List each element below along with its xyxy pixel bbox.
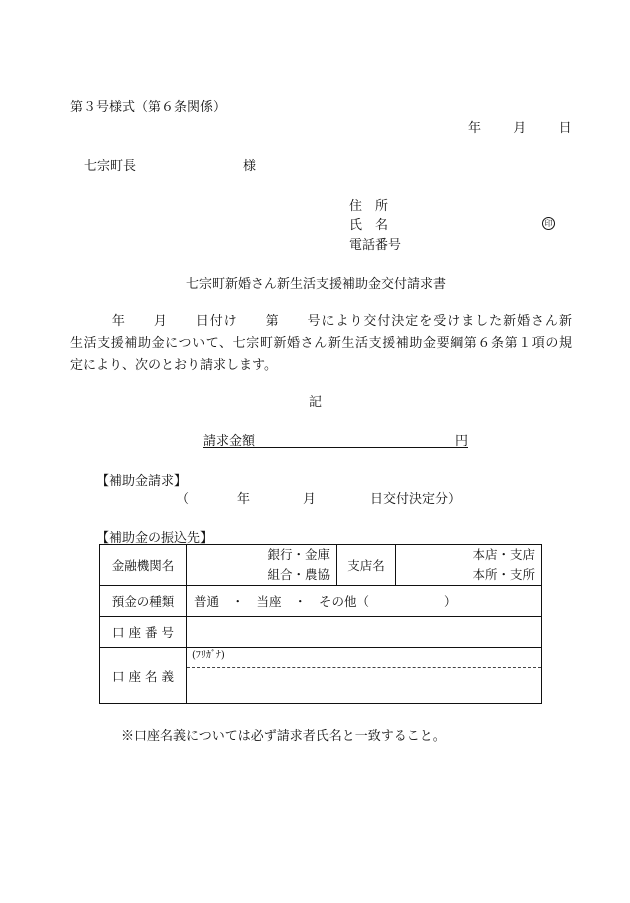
subsidy-claim-heading: 【補助金請求】 — [96, 474, 188, 489]
date-year: 年 — [468, 121, 482, 136]
claim-unit: 円 — [454, 434, 468, 449]
bank-row — [100, 545, 542, 586]
branch-types-2: 本所・支所 — [472, 567, 535, 582]
bank-name-cell[interactable] — [187, 545, 337, 586]
account-name-row — [100, 648, 542, 704]
subsidy-decision: 日交付決定分） — [370, 492, 462, 507]
bank-label: 金融機関名 — [100, 545, 187, 586]
bank-account-table — [99, 544, 542, 704]
subsidy-month: 月 — [303, 492, 317, 507]
subsidy-open-paren: （ — [176, 492, 190, 507]
account-name-label: 口 座 名 義 — [100, 648, 187, 704]
address-label: 住 所 — [349, 199, 389, 214]
addressee-honorific: 様 — [243, 159, 257, 174]
date-month: 月 — [513, 121, 527, 136]
addressee-name: 七宗町長 — [84, 159, 137, 174]
body-paragraph — [70, 311, 572, 377]
account-number-label: 口 座 番 号 — [100, 617, 187, 648]
claim-label: 請求金額 — [203, 434, 256, 449]
date-day: 日 — [558, 121, 572, 136]
form-number: 第３号様式（第６条関係） — [70, 100, 227, 115]
branch-label: 支店名 — [337, 545, 396, 586]
body-line-3: 定により、次のとおり請求します。 — [70, 358, 277, 373]
furigana-label: (ﾌﾘｶﾞﾅ) — [187, 648, 541, 668]
bank-types-1: 銀行・金庫 — [267, 547, 330, 562]
body-line-1: 年 月 日付け 第 号により交付決定を受けました新婚さん新 — [70, 314, 572, 329]
phone-label: 電話番号 — [349, 238, 402, 253]
deposit-options[interactable]: 普通 ・ 当座 ・ その他（ ） — [187, 586, 542, 617]
account-note: ※口座名義については必ず請求者氏名と一致すること。 — [121, 729, 446, 744]
name-label: 氏 名 — [349, 218, 389, 233]
body-line-2: 生活支援補助金について、七宗町新婚さん新生活支援補助金要綱第６条第１項の規 — [70, 336, 572, 351]
ki-heading: 記 — [309, 395, 323, 410]
seal-icon: 印 — [542, 217, 555, 230]
deposit-row — [100, 586, 542, 617]
claim-amount-line — [203, 430, 468, 448]
seal-mark — [542, 215, 555, 230]
branch-types-1: 本店・支店 — [472, 547, 535, 562]
date-line — [468, 117, 572, 136]
document-title: 七宗町新婚さん新生活支援補助金交付請求書 — [186, 277, 447, 292]
branch-name-cell[interactable] — [396, 545, 542, 586]
subsidy-year: 年 — [237, 492, 251, 507]
deposit-label: 預金の種類 — [100, 586, 187, 617]
account-number-field[interactable] — [187, 617, 542, 648]
transfer-heading: 【補助金の振込先】 — [96, 531, 214, 546]
account-name-field[interactable] — [187, 648, 542, 704]
account-number-row — [100, 617, 542, 648]
bank-types-2: 組合・農協 — [267, 567, 330, 582]
